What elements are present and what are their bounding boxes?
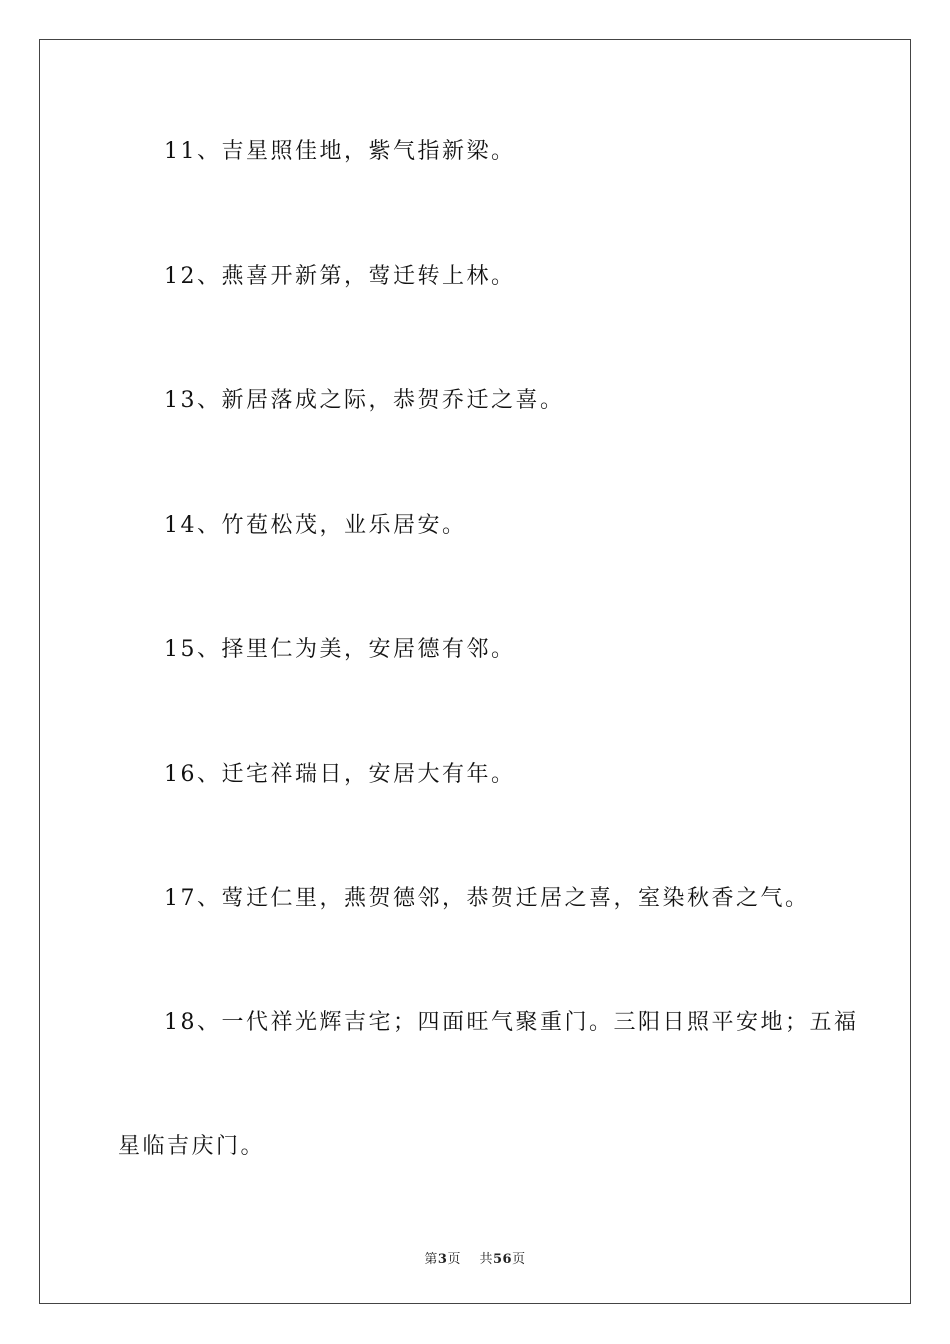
page-suffix: 页 [447, 1252, 461, 1267]
page-prefix: 第 [424, 1252, 438, 1267]
page-footer [40, 1248, 910, 1267]
list-item: 14、竹苞松茂，业乐居安。 [164, 513, 467, 538]
page-number: 3 [437, 1252, 448, 1267]
list-item: 13、新居落成之际，恭贺乔迁之喜。 [164, 388, 565, 413]
total-pages: 56 [493, 1252, 513, 1267]
list-item: 11、吉星照佳地，紫气指新梁。 [164, 139, 516, 164]
page-border [39, 39, 911, 1304]
list-item: 18、一代祥光辉吉宅；四面旺气聚重门。三阳日照平安地；五福 [164, 1010, 859, 1035]
list-item: 17、莺迁仁里，燕贺德邻，恭贺迁居之喜，室染秋香之气。 [164, 886, 810, 911]
list-item: 16、迁宅祥瑞日，安居大有年。 [164, 762, 516, 787]
list-item-continuation: 星临吉庆门。 [118, 1134, 266, 1159]
total-prefix: 共 [479, 1252, 493, 1267]
total-suffix: 页 [512, 1252, 526, 1267]
list-item: 12、燕喜开新第，莺迁转上林。 [164, 264, 516, 289]
list-item: 15、择里仁为美，安居德有邻。 [164, 637, 516, 662]
